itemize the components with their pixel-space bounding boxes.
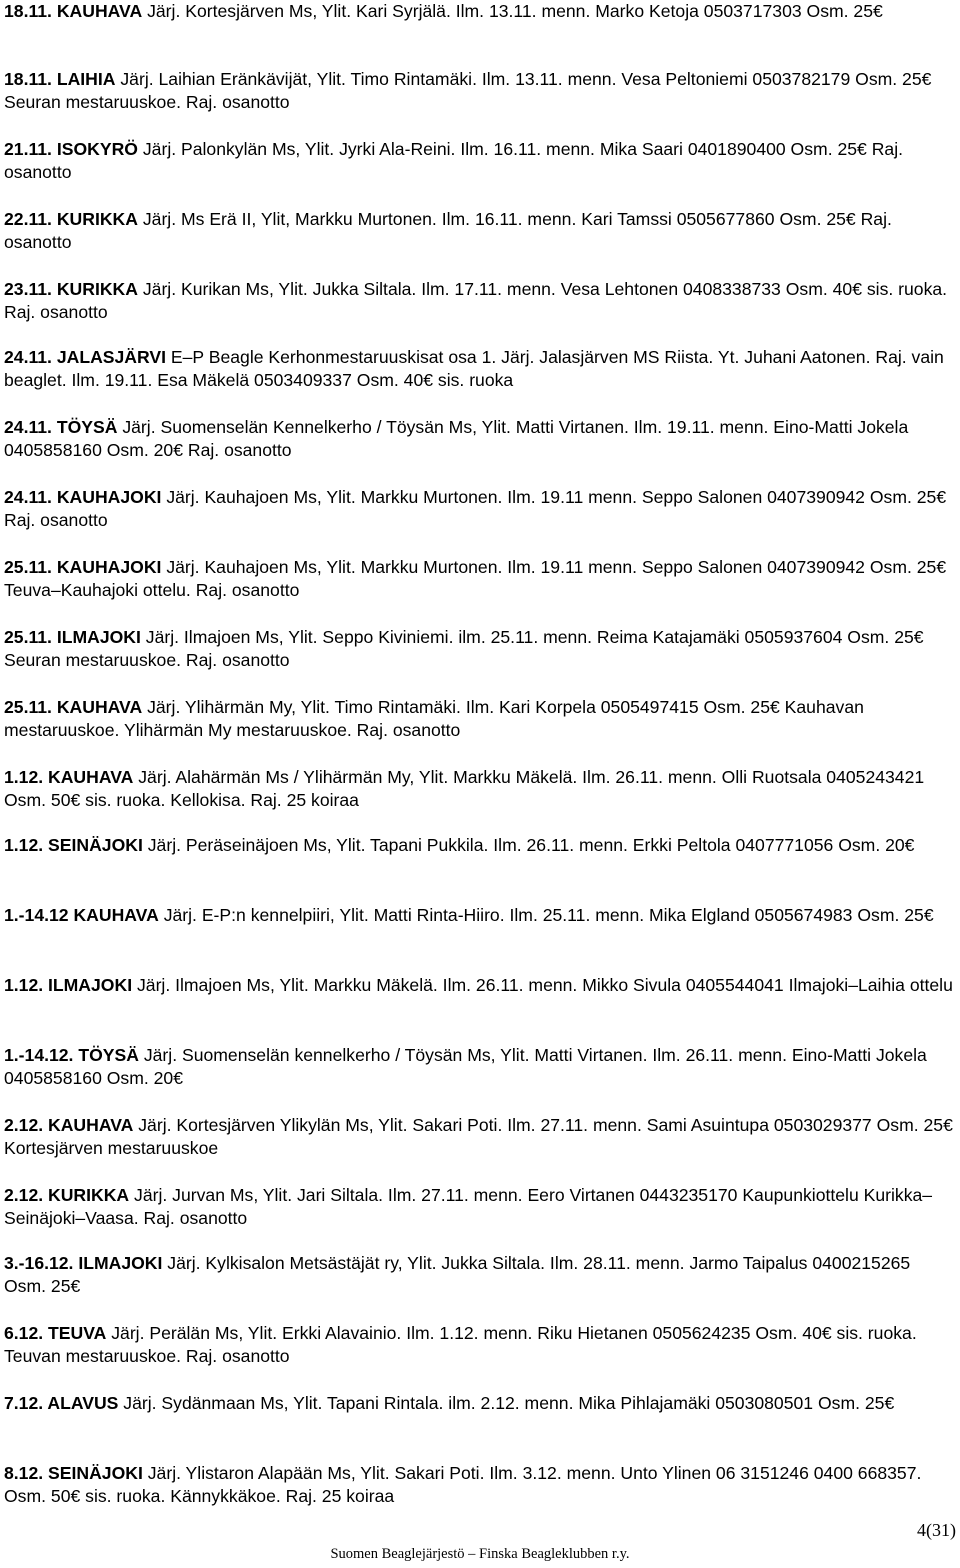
event-details: Järj. Kortesjärven Ylikylän Ms, Ylit. Sakari Poti. Ilm. 27.11. menn. Sami Asuintupa 0503029377 Osm. 25€ Kortesjärven mestaruuskoe: [4, 1115, 953, 1158]
event-details: Järj. Kauhajoen Ms, Ylit. Markku Murtonen. Ilm. 19.11 menn. Seppo Salonen 0407390942 Osm. 25€ Raj. osanotto: [4, 487, 947, 530]
event-date-place: 6.12. TEUVA: [4, 1323, 107, 1343]
event-date-place: 25.11. KAUHAJOKI: [4, 557, 162, 577]
event-date-place: 23.11. KURIKKA: [4, 279, 138, 299]
event-details: Järj. Suomenselän Kennelkerho / Töysän Ms, Ylit. Matti Virtanen. Ilm. 19.11. menn. Eino-Matti Jokela 0405858160 Osm. 20€ Raj. osanotto: [4, 417, 909, 460]
event-entry: [4, 1044, 956, 1090]
event-date-place: 25.11. KAUHAVA: [4, 697, 143, 717]
event-details: Järj. Perälän Ms, Ylit. Erkki Alavainio. Ilm. 1.12. menn. Riku Hietanen 0505624235 Osm. 40€ sis. ruoka. Teuvan mestaruuskoe. Raj. osanotto: [4, 1323, 917, 1366]
event-entry: [4, 416, 956, 462]
event-entry: [4, 1392, 956, 1415]
event-date-place: 22.11. KURIKKA: [4, 209, 138, 229]
event-details: Järj. Kylkisalon Metsästäjät ry, Ylit. Jukka Siltala. Ilm. 28.11. menn. Jarmo Taipalus 0400215265 Osm. 25€: [4, 1253, 911, 1296]
event-details: Järj. Laihian Eränkävijät, Ylit. Timo Rintamäki. Ilm. 13.11. menn. Vesa Peltoniemi 0503782179 Osm. 25€ Seuran mestaruuskoe. Raj. osanotto: [4, 69, 932, 112]
page-footer: Suomen Beaglejärjestö – Finska Beagleklubben r.y.: [330, 1546, 630, 1562]
event-entry: [4, 1184, 956, 1230]
event-entry: [4, 138, 956, 184]
event-date-place: 1.-14.12 KAUHAVA: [4, 905, 159, 925]
event-date-place: 21.11. ISOKYRÖ: [4, 139, 138, 159]
event-entry: [4, 68, 956, 114]
event-date-place: 25.11. ILMAJOKI: [4, 627, 141, 647]
event-details: Järj. Ms Erä II, Ylit, Markku Murtonen. Ilm. 16.11. menn. Kari Tamssi 0505677860 Osm. 25€ Raj. osanotto: [4, 209, 892, 252]
event-details: E–P Beagle Kerhonmestaruuskisat osa 1. Järj. Jalasjärven MS Riista. Yt. Juhani Aatonen. Raj. vain beaglet. Ilm. 19.11. Esa Mäkelä 0503409337 Osm. 40€ sis. ruoka: [4, 347, 944, 390]
event-date-place: 24.11. KAUHAJOKI: [4, 487, 162, 507]
event-details: Järj. Jurvan Ms, Ylit. Jari Siltala. Ilm. 27.11. menn. Eero Virtanen 0443235170 Kaupunkiottelu Kurikka–Seinäjoki–Vaasa. Raj. osanotto: [4, 1185, 933, 1228]
event-details: Järj. Alahärmän Ms / Ylihärmän My, Ylit. Markku Mäkelä. Ilm. 26.11. menn. Olli Ruotsala 0405243421 Osm. 50€ sis. ruoka. Kellokisa. Raj. 25 koiraa: [4, 767, 925, 810]
event-date-place: 18.11. KAUHAVA: [4, 1, 143, 21]
event-entry: [4, 904, 956, 927]
event-details: Järj. E-P:n kennelpiiri, Ylit. Matti Rinta-Hiiro. Ilm. 25.11. menn. Mika Elgland 0505674983 Osm. 25€: [158, 905, 934, 925]
event-details: Järj. Ilmajoen Ms, Ylit. Seppo Kiviniemi. ilm. 25.11. menn. Reima Katajamäki 0505937604 Osm. 25€ Seuran mestaruuskoe. Raj. osanotto: [4, 627, 924, 670]
event-entry: [4, 0, 956, 23]
event-date-place: 1.12. SEINÄJOKI: [4, 835, 143, 855]
event-date-place: 24.11. TÖYSÄ: [4, 417, 118, 437]
event-entry: [4, 556, 956, 602]
event-date-place: 3.-16.12. ILMAJOKI: [4, 1253, 163, 1273]
event-details: Järj. Kauhajoen Ms, Ylit. Markku Murtonen. Ilm. 19.11 menn. Seppo Salonen 0407390942 Osm. 25€ Teuva–Kauhajoki ottelu. Raj. osanotto: [4, 557, 947, 600]
event-details: Järj. Ylistaron Alapään Ms, Ylit. Sakari Poti. Ilm. 3.12. menn. Unto Ylinen 06 3151246 0400 668357. Osm. 50€ sis. ruoka. Kännykkäkoe. Raj. 25 koiraa: [4, 1463, 922, 1506]
event-entry: [4, 278, 956, 324]
event-entry: [4, 1252, 956, 1298]
event-date-place: 1.12. KAUHAVA: [4, 767, 134, 787]
event-entry: [4, 346, 956, 392]
event-date-place: 1.-14.12. TÖYSÄ: [4, 1045, 139, 1065]
event-date-place: 2.12. KAUHAVA: [4, 1115, 134, 1135]
event-date-place: 24.11. JALASJÄRVI: [4, 347, 167, 367]
event-date-place: 18.11. LAIHIA: [4, 69, 116, 89]
page-number: 4(31): [917, 1520, 956, 1540]
event-entry: [4, 1114, 956, 1160]
event-entry: [4, 834, 956, 857]
event-date-place: 8.12. SEINÄJOKI: [4, 1463, 143, 1483]
event-date-place: 2.12. KURIKKA: [4, 1185, 130, 1205]
event-details: Järj. Peräseinäjoen Ms, Ylit. Tapani Pukkila. Ilm. 26.11. menn. Erkki Peltola 0407771056 Osm. 20€: [142, 835, 915, 855]
event-details: Järj. Ylihärmän My, Ylit. Timo Rintamäki. Ilm. Kari Korpela 0505497415 Osm. 25€ Kauhavan mestaruuskoe. Ylihärmän My mestaruuskoe. Raj. osanotto: [4, 697, 864, 740]
event-details: Järj. Suomenselän kennelkerho / Töysän Ms, Ylit. Matti Virtanen. Ilm. 26.11. menn. Eino-Matti Jokela 0405858160 Osm. 20€: [4, 1045, 927, 1088]
event-entry: [4, 766, 956, 812]
event-entry: [4, 486, 956, 532]
event-details: Järj. Kortesjärven Ms, Ylit. Kari Syrjälä. Ilm. 13.11. menn. Marko Ketoja 0503717303 Osm. 25€: [142, 1, 883, 21]
event-entry: [4, 696, 956, 742]
event-details: Järj. Ilmajoen Ms, Ylit. Markku Mäkelä. Ilm. 26.11. menn. Mikko Sivula 0405544041 Ilmajoki–Laihia ottelu: [132, 975, 953, 995]
event-entry: [4, 974, 956, 997]
event-entry: [4, 626, 956, 672]
event-date-place: 7.12. ALAVUS: [4, 1393, 119, 1413]
event-entry: [4, 1322, 956, 1368]
event-details: Järj. Palonkylän Ms, Ylit. Jyrki Ala-Reini. Ilm. 16.11. menn. Mika Saari 0401890400 Osm. 25€ Raj. osanotto: [4, 139, 904, 182]
event-entry: [4, 208, 956, 254]
event-details: Järj. Sydänmaan Ms, Ylit. Tapani Rintala. ilm. 2.12. menn. Mika Pihlajamäki 0503080501 Osm. 25€: [118, 1393, 895, 1413]
event-date-place: 1.12. ILMAJOKI: [4, 975, 133, 995]
event-entry: [4, 1462, 956, 1508]
event-details: Järj. Kurikan Ms, Ylit. Jukka Siltala. Ilm. 17.11. menn. Vesa Lehtonen 0408338733 Osm. 40€ sis. ruoka. Raj. osanotto: [4, 279, 948, 322]
